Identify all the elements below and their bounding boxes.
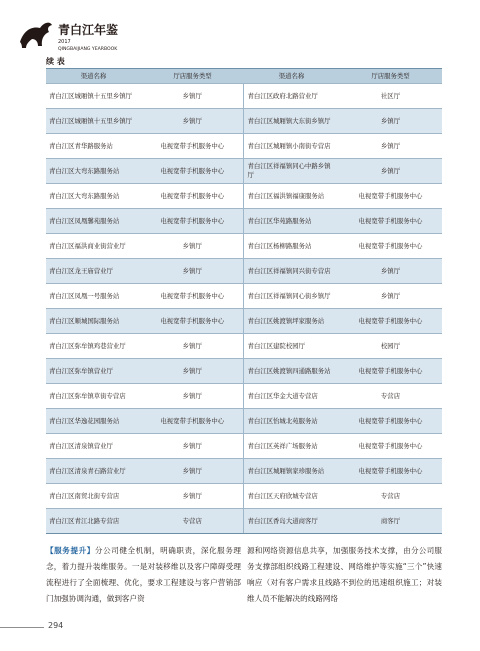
table-header-row (46, 69, 442, 84)
service-type-cell: 电视宽带手机服务中心 (141, 309, 244, 334)
channel-name-cell: 青白江区祥福镇同心中路乡镇厅 (244, 159, 339, 184)
channel-name-cell: 青白江区城厢镇大东街乡镇厅 (244, 109, 339, 134)
table-row (46, 209, 442, 234)
service-type-cell: 电视宽带手机服务中心 (141, 409, 244, 434)
service-type-cell: 电视宽带手机服务中心 (339, 459, 442, 484)
service-type-cell: 商客厅 (339, 509, 442, 534)
service-type-cell: 校园厅 (339, 334, 442, 359)
service-type-cell: 电视宽带手机服务中心 (339, 309, 442, 334)
table-row (46, 334, 442, 359)
channel-name-cell: 青白江区清泉镇营业厅 (46, 434, 141, 459)
channel-name-cell: 青白江区怡城北苑服务站 (244, 409, 339, 434)
service-type-cell: 乡镇厅 (141, 84, 244, 109)
channel-name-cell: 青白江区弥牟镇鸡巷营业厅 (46, 334, 141, 359)
channel-name-cell: 青白江区福洪商业街营业厅 (46, 234, 141, 259)
channel-name-cell: 青白江区祥福镇同兴街专营店 (244, 259, 339, 284)
body-paragraph-right: 源和网络资源信息共享，加强服务技术支撑，由分公司服务支撑部组织线路工程建设、网络维护等实施“三个”快速响应（对有客户需求且线路不到位的迅速组织施工；对装维人员不能解决的线路网络 (247, 546, 442, 603)
table-row (46, 509, 442, 534)
service-type-cell: 乡镇厅 (339, 284, 442, 309)
svg-text:2017: 2017 (58, 39, 71, 45)
channel-name-cell: 青白江区华金大道专营店 (244, 384, 339, 409)
table-row (46, 434, 442, 459)
table-row (46, 484, 442, 509)
channel-name-cell: 青白江区弥牟镇草街专营店 (46, 384, 141, 409)
channel-name-cell: 青白江区顺城国际服务站 (46, 309, 141, 334)
yearbook-logo (14, 12, 144, 52)
column-header-service-type: 厅店服务类型 (141, 69, 244, 84)
channel-name-cell: 青白江区姚渡镇四通路服务站 (244, 359, 339, 384)
service-type-cell: 电视宽带手机服务中心 (339, 409, 442, 434)
channel-name-cell: 青白江区青华路服务站 (46, 134, 141, 159)
channel-name-cell: 青白江区大弯东路服务站 (46, 184, 141, 209)
table-row (46, 159, 442, 184)
body-paragraph-left (46, 543, 241, 607)
service-type-cell: 乡镇厅 (141, 384, 244, 409)
channel-name-cell: 青白江区福洪镇福康服务站 (244, 184, 339, 209)
service-type-cell: 专营店 (141, 509, 244, 534)
body-text-left: 分公司健全机制，明确职责，深化服务理念，着力提升装维服务。一是对装移维以及客户障碍受理流程进行了全面梳理、优化，要求工程建设与客户营销部门加强协调沟通，做到客户资 (46, 546, 241, 603)
channel-name-cell: 青白江区建院校园厅 (244, 334, 339, 359)
table-row (46, 459, 442, 484)
service-type-cell: 电视宽带手机服务中心 (339, 209, 442, 234)
table-row (46, 84, 442, 109)
channel-name-cell: 青白江区天府欣城专营店 (244, 484, 339, 509)
table-row (46, 184, 442, 209)
service-type-cell: 乡镇厅 (141, 434, 244, 459)
channel-name-cell: 青白江区政府北路营业厅 (244, 84, 339, 109)
channel-name-cell: 青白江区清泉青石路营业厅 (46, 459, 141, 484)
service-type-cell: 乡镇厅 (339, 259, 442, 284)
channel-name-cell: 青白江区杨柳路服务站 (244, 234, 339, 259)
channel-name-cell: 青白江区华苑路服务站 (244, 209, 339, 234)
svg-text:青白江年鉴: 青白江年鉴 (58, 23, 119, 37)
channel-name-cell: 青白江区大弯东路服务站 (46, 159, 141, 184)
column-header-channel-name: 渠道名称 (244, 69, 339, 84)
channel-name-cell: 青白江区华逸花园服务站 (46, 409, 141, 434)
service-type-cell: 电视宽带手机服务中心 (141, 159, 244, 184)
service-type-cell: 乡镇厅 (141, 484, 244, 509)
channel-name-cell: 青白江区凤凰一号服务站 (46, 284, 141, 309)
channel-name-cell: 青白江区弥牟镇营业厅 (46, 359, 141, 384)
service-type-cell: 电视宽带手机服务中心 (141, 184, 244, 209)
service-type-cell: 乡镇厅 (141, 334, 244, 359)
channel-name-cell: 青白江区祥福镇同心街乡镇厅 (244, 284, 339, 309)
channel-name-cell: 青白江区城厢镇小南街专营店 (244, 134, 339, 159)
service-type-cell: 乡镇厅 (339, 134, 442, 159)
service-type-cell: 乡镇厅 (141, 359, 244, 384)
channel-name-cell: 青白江区城厢镇家珍服务站 (244, 459, 339, 484)
table-body (46, 84, 442, 534)
channel-name-cell: 青白江区南贸北街专营店 (46, 484, 141, 509)
table-row (46, 309, 442, 334)
service-type-cell: 乡镇厅 (141, 109, 244, 134)
page-number: 294 (48, 621, 64, 630)
channel-name-cell: 青白江区英祥广场服务站 (244, 434, 339, 459)
channel-name-cell: 青白江区姚渡镇坪家服务站 (244, 309, 339, 334)
service-type-cell: 电视宽带手机服务中心 (339, 234, 442, 259)
column-header-channel-name: 渠道名称 (46, 69, 141, 84)
channel-name-cell: 青白江区城厢镇十五里乡镇厅 (46, 84, 141, 109)
section-tag: 【服务提升】 (46, 546, 95, 555)
table-row (46, 409, 442, 434)
channel-name-cell: 青白江区凤凰馨苑服务站 (46, 209, 141, 234)
service-type-cell: 电视宽带手机服务中心 (141, 209, 244, 234)
table-row (46, 259, 442, 284)
table-row (46, 384, 442, 409)
channel-name-cell: 青白江区城厢镇十五里乡镇厅 (46, 109, 141, 134)
table-row (46, 284, 442, 309)
service-type-cell: 乡镇厅 (339, 109, 442, 134)
table-row (46, 109, 442, 134)
horse-icon (20, 23, 52, 48)
svg-text:QINGBAIJIANG YEARBOOK: QINGBAIJIANG YEARBOOK (58, 47, 118, 52)
service-type-cell: 电视宽带手机服务中心 (141, 284, 244, 309)
channel-name-cell: 青白江区香岛大道商客厅 (244, 509, 339, 534)
service-type-cell: 电视宽带手机服务中心 (141, 134, 244, 159)
service-type-cell: 电视宽带手机服务中心 (339, 359, 442, 384)
service-type-cell: 电视宽带手机服务中心 (339, 434, 442, 459)
table-row (46, 234, 442, 259)
service-type-cell: 专营店 (339, 484, 442, 509)
service-type-cell: 乡镇厅 (141, 459, 244, 484)
service-outlet-table (46, 68, 442, 534)
service-type-cell: 电视宽带手机服务中心 (339, 184, 442, 209)
footer-rule (0, 627, 44, 628)
channel-name-cell: 青白江区龙王庙营业厅 (46, 259, 141, 284)
table-continued-label: 续 表 (46, 57, 65, 66)
service-type-cell: 社区厅 (339, 84, 442, 109)
column-header-service-type: 厅店服务类型 (339, 69, 442, 84)
service-type-cell: 乡镇厅 (141, 259, 244, 284)
channel-name-cell: 青白江区青江北路专营店 (46, 509, 141, 534)
service-type-cell: 乡镇厅 (141, 234, 244, 259)
service-type-cell: 专营店 (339, 384, 442, 409)
table-row (46, 134, 442, 159)
table-row (46, 359, 442, 384)
service-type-cell: 乡镇厅 (339, 159, 442, 184)
